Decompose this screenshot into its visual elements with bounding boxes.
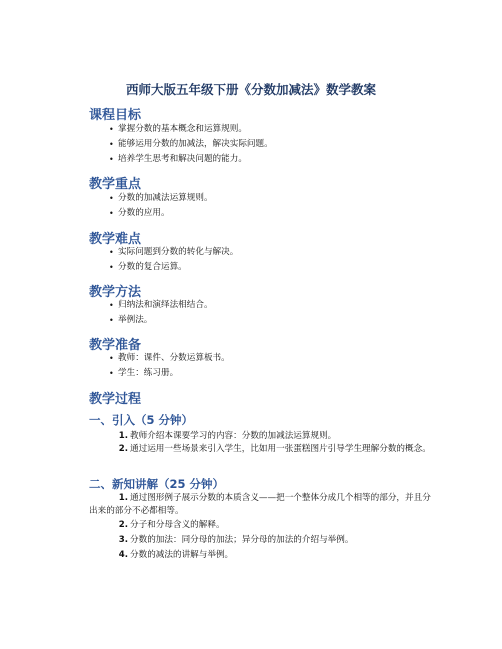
- bullet-icon: •: [109, 248, 114, 257]
- bullet-icon: •: [109, 354, 114, 363]
- list-item: • 掌握分数的基本概念和运算规则。: [109, 124, 247, 134]
- ordered-list-item: 1. 通过图形例子展示分数的本质含义——把一个整体分成几个相等的部分，并且分出来的部分不必都相等。: [89, 493, 431, 516]
- bullet-icon: •: [109, 194, 114, 203]
- section-heading-preparation: 教学准备: [89, 338, 142, 353]
- bullet-icon: •: [109, 155, 114, 164]
- bullet-icon: •: [109, 140, 114, 149]
- section-heading-difficulties: 教学难点: [89, 232, 142, 247]
- ordered-list-item: 3. 分数的加法：同分母的加法；异分母的加法的介绍与举例。: [118, 535, 354, 545]
- list-item: • 学生：练习册。: [109, 368, 179, 378]
- ordered-list-item: 1. 教师介绍本课要学习的内容：分数的加减法运算规则。: [118, 431, 337, 441]
- bullet-icon: •: [109, 301, 114, 310]
- list-item: • 分数的复合运算。: [109, 262, 187, 272]
- section-heading-key-points: 教学重点: [89, 177, 142, 192]
- list-item: • 实际问题到分数的转化与解决。: [109, 247, 239, 257]
- ordered-list-item: 2. 分子和分母含义的解释。: [118, 520, 225, 530]
- bullet-icon: •: [109, 316, 114, 325]
- subsection-heading-intro: 一、引入（5 分钟）: [89, 413, 194, 427]
- list-item: • 分数的应用。: [109, 208, 170, 218]
- list-item: • 举例法。: [109, 315, 153, 325]
- section-heading-methods: 教学方法: [89, 285, 142, 300]
- subsection-heading-new-knowledge: 二、新知讲解（25 分钟）: [89, 477, 225, 491]
- list-item: • 教师：课件、分数运算板书。: [109, 353, 230, 363]
- list-item: • 能够运用分数的加减法，解决实际问题。: [109, 139, 273, 149]
- ordered-list-item: 4. 分数的减法的讲解与举例。: [118, 550, 234, 560]
- list-item: • 培养学生思考和解决问题的能力。: [109, 154, 247, 164]
- bullet-icon: •: [109, 369, 114, 378]
- bullet-icon: •: [109, 263, 114, 272]
- list-item: • 分数的加减法运算规则。: [109, 193, 213, 203]
- list-item: • 归纳法和演绎法相结合。: [109, 300, 213, 310]
- section-heading-process: 教学过程: [89, 392, 142, 407]
- ordered-list-item: 2. 通过运用一些场景来引入学生，比如用一张蛋糕图片引导学生理解分数的概念。: [118, 444, 431, 454]
- document-title: 西师大版五年级下册《分数加减法》数学教案: [125, 82, 376, 97]
- bullet-icon: •: [109, 125, 114, 134]
- section-heading-goals: 课程目标: [89, 108, 142, 123]
- bullet-icon: •: [109, 209, 114, 218]
